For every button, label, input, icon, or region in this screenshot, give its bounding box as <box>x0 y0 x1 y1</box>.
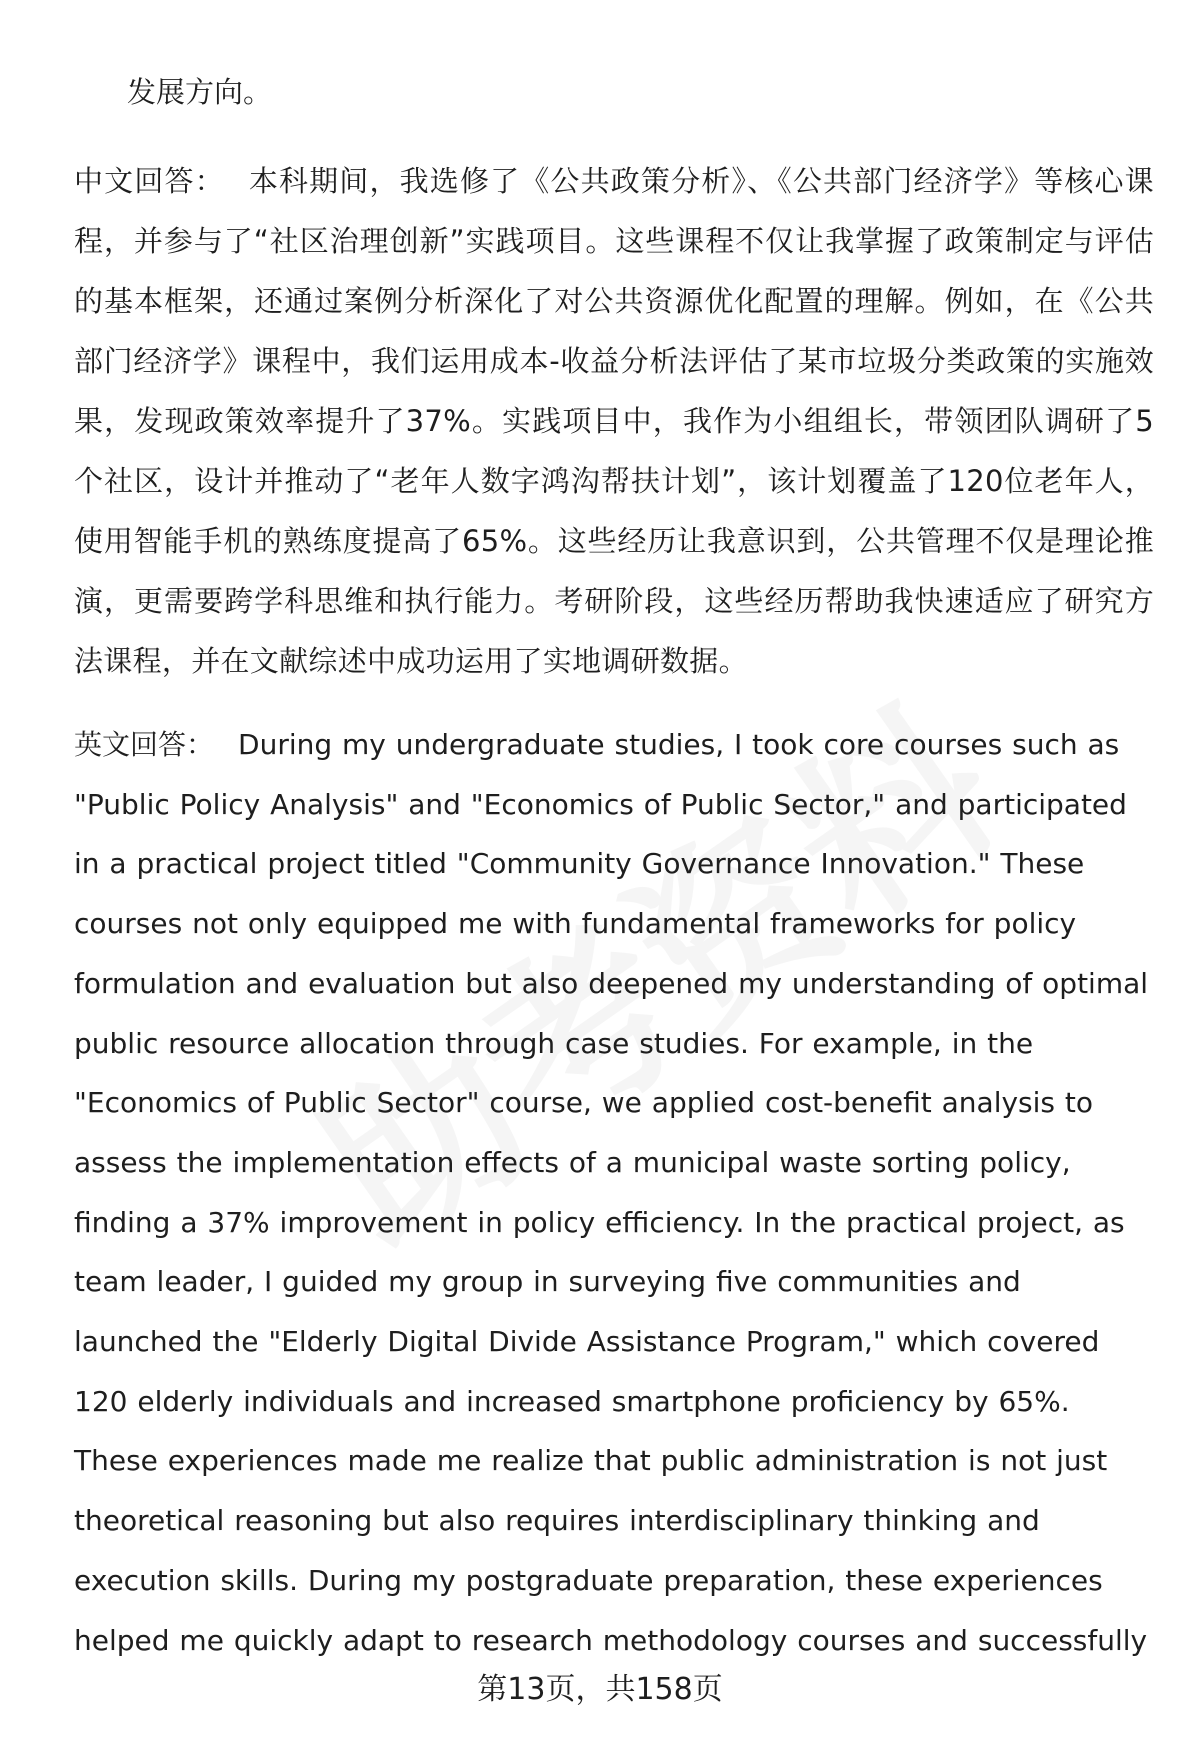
english-answer-label: 英文回答： <box>74 728 215 761</box>
chinese-answer-paragraph <box>74 151 1154 691</box>
chinese-answer-text: 本科期间，我选修了《公共政策分析》、《公共部门经济学》等核心课程，并参与了“社区治理创新”实践项目。这些课程不仅让我掌握了政策制定与评估的基本框架，还通过案例分析深化了对公共资源优化配置的理解。例如，在《公共部门经济学》课程中，我们运用成本-收益分析法评估了某市垃圾分类政策的实施效果，发现政策效率提升了37%。实践项目中，我作为小组组长，带领团队调研了5个社区，设计并推动了“老年人数字鸿沟帮扶计划”，该计划覆盖了120位老年人，使用智能手机的熟练度提高了65%。这些经历让我意识到，公共管理不仅是理论推演，更需要跨学科思维和执行能力。考研阶段，这些经历帮助我快速适应了研究方法课程，并在文献综述中成功运用了实地调研数据。 <box>74 164 1154 678</box>
page-number-footer: 第13页，共158页 <box>477 1672 723 1707</box>
chinese-answer-label: 中文回答： <box>74 164 225 198</box>
english-answer-text: During my undergraduate studies, I took core courses such as "Public Policy Analysis" and "Economics of Public Sector," and participated in a practical project titled "Community Governance Innovation." These courses not only equipped me with fundamental frameworks for policy formulation and evaluation but also deepened my understanding of optimal public resource allocation through case studies. For example, in the "Economics of Public Sector" course, we applied cost-benefit analysis to assess the implementation effects of a municipal waste sorting policy, finding a 37% improvement in policy efficiency. In the practical project, as team leader, I guided my group in surveying five communities and launched the "Elderly Digital Divide Assistance Program," which covered 120 elderly individuals and increased smartphone proficiency by 65%. These experiences made me realize that public administration is not just theoretical reasoning but also requires interdisciplinary thinking and execution skills. During my postgraduate preparation, these experiences helped me quickly adapt to research methodology courses and successfully <box>74 728 1149 1657</box>
english-answer-paragraph <box>74 715 1154 1670</box>
continuation-text: 发展方向。 <box>127 75 273 109</box>
